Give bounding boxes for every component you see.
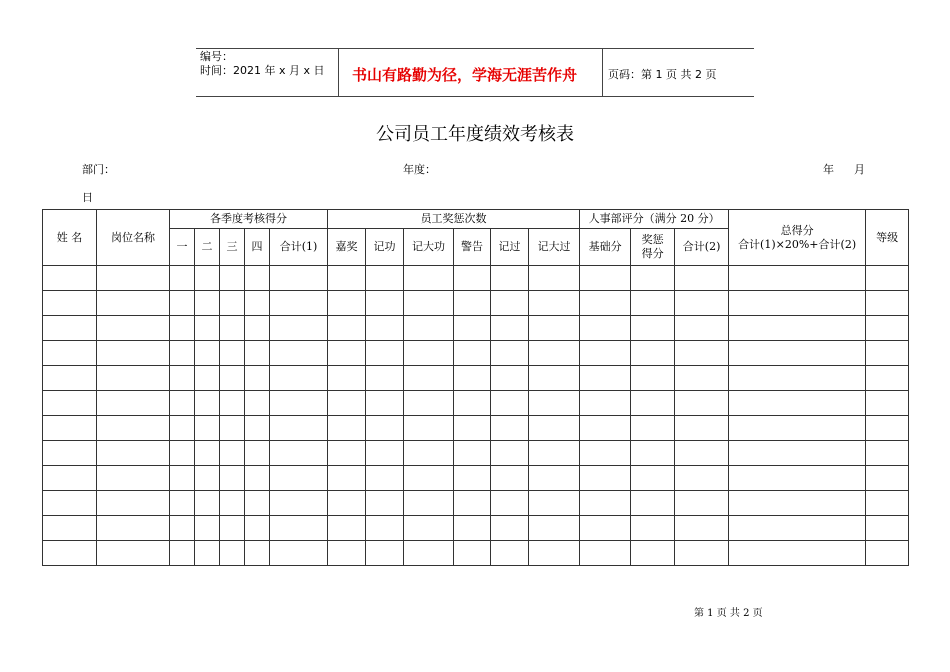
table-cell[interactable] <box>270 491 328 516</box>
date-month: 月 <box>854 163 865 176</box>
table-cell[interactable] <box>529 516 580 541</box>
table-cell[interactable] <box>97 366 170 391</box>
table-cell[interactable] <box>195 341 220 366</box>
group-rewards-header: 员工奖惩次数 <box>328 210 580 229</box>
table-cell[interactable] <box>454 441 491 466</box>
table-cell[interactable] <box>366 441 404 466</box>
table-cell[interactable] <box>729 291 866 316</box>
table-cell[interactable] <box>631 516 675 541</box>
table-cell[interactable] <box>491 416 529 441</box>
table-cell[interactable] <box>270 366 328 391</box>
table-cell[interactable] <box>491 491 529 516</box>
table-cell[interactable] <box>328 316 366 341</box>
table-cell[interactable] <box>529 491 580 516</box>
table-cell[interactable] <box>328 391 366 416</box>
table-row <box>43 341 909 366</box>
table-cell[interactable] <box>580 491 631 516</box>
table-cell[interactable] <box>404 541 454 566</box>
table-cell[interactable] <box>866 341 909 366</box>
col-hr-header: 奖惩得分 <box>631 229 675 266</box>
table-cell[interactable] <box>195 516 220 541</box>
table-cell[interactable] <box>675 266 729 291</box>
table-cell[interactable] <box>270 516 328 541</box>
table-cell[interactable] <box>170 391 195 416</box>
col-reward-header: 嘉奖 <box>328 229 366 266</box>
table-cell[interactable] <box>866 416 909 441</box>
col-quarter-header: 二 <box>195 229 220 266</box>
table-cell[interactable] <box>631 416 675 441</box>
table-cell[interactable] <box>170 266 195 291</box>
table-cell[interactable] <box>220 441 245 466</box>
table-cell[interactable] <box>170 441 195 466</box>
table-cell[interactable] <box>366 391 404 416</box>
table-cell[interactable] <box>195 266 220 291</box>
table-cell[interactable] <box>529 416 580 441</box>
table-cell[interactable] <box>729 266 866 291</box>
table-cell[interactable] <box>220 341 245 366</box>
table-cell[interactable] <box>366 291 404 316</box>
table-cell[interactable] <box>328 441 366 466</box>
table-cell[interactable] <box>43 541 97 566</box>
table-cell[interactable] <box>43 291 97 316</box>
table-cell[interactable] <box>43 366 97 391</box>
table-cell[interactable] <box>675 541 729 566</box>
table-cell[interactable] <box>866 441 909 466</box>
table-cell[interactable] <box>729 341 866 366</box>
col-reward-header: 警告 <box>454 229 491 266</box>
table-cell[interactable] <box>729 366 866 391</box>
table-cell[interactable] <box>245 541 270 566</box>
table-cell[interactable] <box>580 341 631 366</box>
table-cell[interactable] <box>220 416 245 441</box>
table-cell[interactable] <box>43 466 97 491</box>
table-row <box>43 291 909 316</box>
table-cell[interactable] <box>43 316 97 341</box>
table-cell[interactable] <box>170 541 195 566</box>
performance-table <box>42 209 909 566</box>
table-row <box>43 491 909 516</box>
table-cell[interactable] <box>245 366 270 391</box>
table-cell[interactable] <box>404 491 454 516</box>
table-cell[interactable] <box>529 441 580 466</box>
table-cell[interactable] <box>220 291 245 316</box>
table-cell[interactable] <box>270 341 328 366</box>
table-cell[interactable] <box>529 316 580 341</box>
header-top-rule <box>196 48 754 49</box>
table-cell[interactable] <box>170 341 195 366</box>
table-row <box>43 391 909 416</box>
table-cell[interactable] <box>195 416 220 441</box>
table-cell[interactable] <box>97 391 170 416</box>
table-cell[interactable] <box>328 416 366 441</box>
table-cell[interactable] <box>404 341 454 366</box>
table-cell[interactable] <box>245 441 270 466</box>
table-cell[interactable] <box>491 516 529 541</box>
table-cell[interactable] <box>529 266 580 291</box>
table-cell[interactable] <box>97 441 170 466</box>
table-cell[interactable] <box>491 541 529 566</box>
table-cell[interactable] <box>529 366 580 391</box>
table-cell[interactable] <box>729 491 866 516</box>
page-info: 页码：第 1 页 共 2 页 <box>608 68 717 81</box>
table-row <box>43 266 909 291</box>
table-cell[interactable] <box>270 541 328 566</box>
table-cell[interactable] <box>366 266 404 291</box>
table-cell[interactable] <box>580 541 631 566</box>
table-cell[interactable] <box>245 341 270 366</box>
table-cell[interactable] <box>866 541 909 566</box>
table-cell[interactable] <box>631 316 675 341</box>
date-year: 年 <box>823 163 834 176</box>
header-divider-left <box>338 48 339 96</box>
table-cell[interactable] <box>404 391 454 416</box>
page-title: 公司员工年度绩效考核表 <box>376 124 574 145</box>
table-cell[interactable] <box>454 316 491 341</box>
table-cell[interactable] <box>195 316 220 341</box>
table-cell[interactable] <box>631 391 675 416</box>
table-cell[interactable] <box>675 341 729 366</box>
table-cell[interactable] <box>43 391 97 416</box>
table-cell[interactable] <box>491 391 529 416</box>
table-cell[interactable] <box>866 366 909 391</box>
table-cell[interactable] <box>529 291 580 316</box>
table-cell[interactable] <box>220 266 245 291</box>
motto-text: 书山有路勤为径，学海无涯苦作舟 <box>352 66 578 84</box>
table-cell[interactable] <box>220 391 245 416</box>
table-cell[interactable] <box>729 441 866 466</box>
table-cell[interactable] <box>245 266 270 291</box>
group-quarterly-header: 各季度考核得分 <box>170 210 328 229</box>
col-quarter-header: 三 <box>220 229 245 266</box>
table-cell[interactable] <box>170 516 195 541</box>
table-cell[interactable] <box>195 441 220 466</box>
table-cell[interactable] <box>270 316 328 341</box>
table-cell[interactable] <box>866 266 909 291</box>
table-cell[interactable] <box>675 516 729 541</box>
table-cell[interactable] <box>866 391 909 416</box>
table-cell[interactable] <box>529 341 580 366</box>
table-cell[interactable] <box>328 291 366 316</box>
table-cell[interactable] <box>170 416 195 441</box>
table-cell[interactable] <box>97 316 170 341</box>
table-cell[interactable] <box>631 291 675 316</box>
table-cell[interactable] <box>675 466 729 491</box>
table-cell[interactable] <box>170 366 195 391</box>
table-cell[interactable] <box>195 391 220 416</box>
table-cell[interactable] <box>454 416 491 441</box>
table-cell[interactable] <box>866 466 909 491</box>
table-cell[interactable] <box>866 291 909 316</box>
table-cell[interactable] <box>675 416 729 441</box>
table-cell[interactable] <box>580 416 631 441</box>
table-cell[interactable] <box>454 516 491 541</box>
table-cell[interactable] <box>43 341 97 366</box>
table-cell[interactable] <box>43 266 97 291</box>
col-grade-header: 等级 <box>866 210 909 266</box>
table-cell[interactable] <box>404 366 454 391</box>
table-cell[interactable] <box>729 541 866 566</box>
table-cell[interactable] <box>195 491 220 516</box>
table-cell[interactable] <box>631 491 675 516</box>
col-reward-header: 记功 <box>366 229 404 266</box>
table-cell[interactable] <box>729 416 866 441</box>
table-cell[interactable] <box>270 416 328 441</box>
table-cell[interactable] <box>454 466 491 491</box>
table-cell[interactable] <box>580 366 631 391</box>
header-bottom-rule <box>196 96 754 97</box>
header-divider-right <box>602 48 603 96</box>
table-cell[interactable] <box>454 491 491 516</box>
table-cell[interactable] <box>170 291 195 316</box>
table-cell[interactable] <box>328 341 366 366</box>
table-row <box>43 466 909 491</box>
table-cell[interactable] <box>328 516 366 541</box>
col-hr-header: 合计(2) <box>675 229 729 266</box>
table-cell[interactable] <box>675 391 729 416</box>
col-quarter-header: 四 <box>245 229 270 266</box>
table-cell[interactable] <box>328 266 366 291</box>
table-cell[interactable] <box>866 491 909 516</box>
table-cell[interactable] <box>454 266 491 291</box>
table-cell[interactable] <box>404 291 454 316</box>
table-cell[interactable] <box>491 266 529 291</box>
table-cell[interactable] <box>97 416 170 441</box>
table-cell[interactable] <box>195 466 220 491</box>
table-cell[interactable] <box>97 541 170 566</box>
col-name-header: 姓 名 <box>43 210 97 266</box>
table-cell[interactable] <box>328 491 366 516</box>
table-cell[interactable] <box>270 466 328 491</box>
table-cell[interactable] <box>866 316 909 341</box>
table-cell[interactable] <box>491 366 529 391</box>
table-cell[interactable] <box>675 366 729 391</box>
table-cell[interactable] <box>529 391 580 416</box>
table-cell[interactable] <box>675 291 729 316</box>
col-total-header <box>729 210 866 266</box>
table-cell[interactable] <box>729 316 866 341</box>
table-cell[interactable] <box>220 316 245 341</box>
table-cell[interactable] <box>631 266 675 291</box>
table-cell[interactable] <box>195 366 220 391</box>
table-cell[interactable] <box>97 491 170 516</box>
page-footer: 第 1 页 共 2 页 <box>694 608 763 619</box>
table-cell[interactable] <box>366 491 404 516</box>
col-reward-header: 记过 <box>491 229 529 266</box>
table-row <box>43 316 909 341</box>
table-cell[interactable] <box>580 291 631 316</box>
col-reward-header: 记大过 <box>529 229 580 266</box>
table-cell[interactable] <box>580 466 631 491</box>
table-cell[interactable] <box>366 316 404 341</box>
table-cell[interactable] <box>491 466 529 491</box>
table-cell[interactable] <box>866 516 909 541</box>
table-cell[interactable] <box>366 516 404 541</box>
table-cell[interactable] <box>366 366 404 391</box>
table-cell[interactable] <box>454 391 491 416</box>
table-cell[interactable] <box>245 491 270 516</box>
code-label: 编号： <box>200 50 233 63</box>
table-row <box>43 366 909 391</box>
col-total-line2: 合计(1)×20%+合计(2) <box>738 237 857 251</box>
table-cell[interactable] <box>97 266 170 291</box>
col-total-line1: 总得分 <box>780 223 814 237</box>
table-cell[interactable] <box>328 541 366 566</box>
table-cell[interactable] <box>366 416 404 441</box>
date-day: 日 <box>82 191 93 204</box>
table-cell[interactable] <box>404 466 454 491</box>
table-cell[interactable] <box>404 441 454 466</box>
table-cell[interactable] <box>245 291 270 316</box>
table-cell[interactable] <box>675 316 729 341</box>
table-cell[interactable] <box>97 291 170 316</box>
group-hr-header: 人事部评分（满分 20 分） <box>580 210 729 229</box>
table-cell[interactable] <box>366 341 404 366</box>
table-cell[interactable] <box>220 466 245 491</box>
table-cell[interactable] <box>404 416 454 441</box>
col-reward-header: 记大功 <box>404 229 454 266</box>
table-cell[interactable] <box>97 466 170 491</box>
year-label: 年度： <box>403 163 436 176</box>
table-cell[interactable] <box>220 541 245 566</box>
table-cell[interactable] <box>491 291 529 316</box>
table-cell[interactable] <box>491 341 529 366</box>
table-cell[interactable] <box>270 441 328 466</box>
table-cell[interactable] <box>220 491 245 516</box>
table-cell[interactable] <box>328 366 366 391</box>
table-cell[interactable] <box>270 266 328 291</box>
table-cell[interactable] <box>529 466 580 491</box>
table-cell[interactable] <box>43 491 97 516</box>
table-cell[interactable] <box>170 491 195 516</box>
table-cell[interactable] <box>404 316 454 341</box>
department-label: 部门： <box>82 163 115 176</box>
table-cell[interactable] <box>328 466 366 491</box>
table-cell[interactable] <box>245 391 270 416</box>
table-cell[interactable] <box>729 391 866 416</box>
table-cell[interactable] <box>454 366 491 391</box>
table-cell[interactable] <box>43 441 97 466</box>
table-cell[interactable] <box>729 466 866 491</box>
table-cell[interactable] <box>43 516 97 541</box>
table-cell[interactable] <box>270 391 328 416</box>
table-cell[interactable] <box>220 516 245 541</box>
table-cell[interactable] <box>580 316 631 341</box>
table-cell[interactable] <box>454 341 491 366</box>
table-cell[interactable] <box>631 466 675 491</box>
table-cell[interactable] <box>245 416 270 441</box>
col-hr-header: 基础分 <box>580 229 631 266</box>
table-cell[interactable] <box>366 466 404 491</box>
table-cell[interactable] <box>454 291 491 316</box>
table-row <box>43 416 909 441</box>
table-cell[interactable] <box>675 441 729 466</box>
col-position-header: 岗位名称 <box>97 210 170 266</box>
table-body <box>43 266 909 566</box>
table-row <box>43 441 909 466</box>
table-cell[interactable] <box>170 466 195 491</box>
table-row <box>43 541 909 566</box>
table-cell[interactable] <box>43 416 97 441</box>
table-row <box>43 516 909 541</box>
table-cell[interactable] <box>220 366 245 391</box>
table-cell[interactable] <box>245 516 270 541</box>
table-cell[interactable] <box>491 441 529 466</box>
table-cell[interactable] <box>675 491 729 516</box>
table-cell[interactable] <box>454 541 491 566</box>
col-quarter-header: 一 <box>170 229 195 266</box>
table-cell[interactable] <box>631 541 675 566</box>
table-cell[interactable] <box>245 466 270 491</box>
table-cell[interactable] <box>491 316 529 341</box>
table-cell[interactable] <box>729 516 866 541</box>
table-cell[interactable] <box>580 391 631 416</box>
table-cell[interactable] <box>580 441 631 466</box>
table-cell[interactable] <box>366 541 404 566</box>
table-cell[interactable] <box>404 516 454 541</box>
table-cell[interactable] <box>245 316 270 341</box>
table-cell[interactable] <box>631 441 675 466</box>
col-subtotal1-header: 合计(1) <box>270 229 328 266</box>
table-cell[interactable] <box>195 541 220 566</box>
table-cell[interactable] <box>631 341 675 366</box>
time-label: 时间：2021 年 x 月 x 日 <box>200 64 325 77</box>
table-cell[interactable] <box>170 316 195 341</box>
table-cell[interactable] <box>404 266 454 291</box>
table-cell[interactable] <box>270 291 328 316</box>
table-cell[interactable] <box>195 291 220 316</box>
table-cell[interactable] <box>580 266 631 291</box>
table-cell[interactable] <box>97 341 170 366</box>
table-cell[interactable] <box>631 366 675 391</box>
table-cell[interactable] <box>580 516 631 541</box>
table-cell[interactable] <box>97 516 170 541</box>
table-cell[interactable] <box>529 541 580 566</box>
